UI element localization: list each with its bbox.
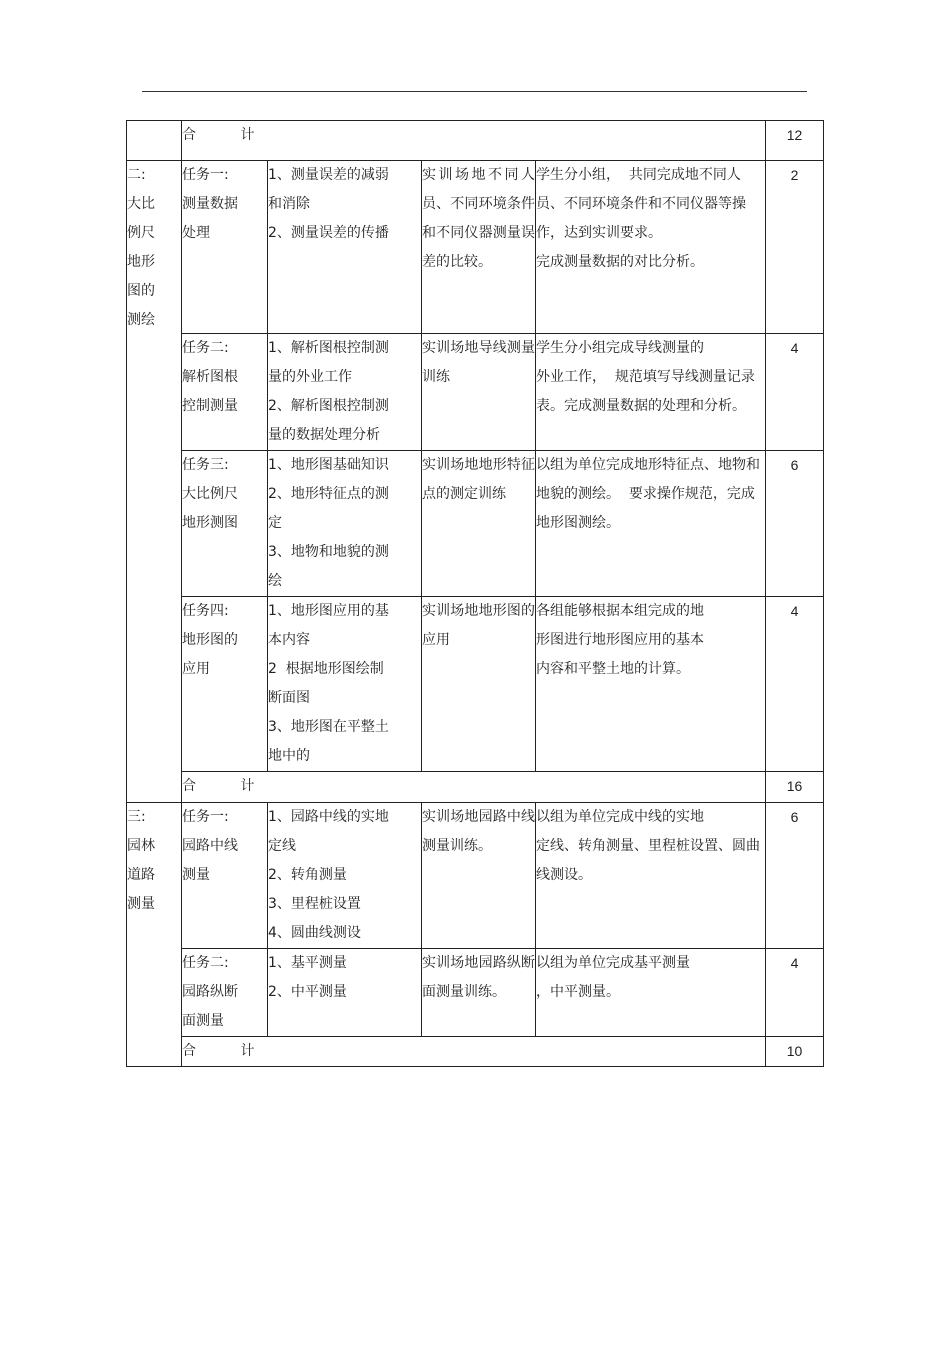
- total-hours: 12: [766, 121, 824, 161]
- task-content-text: 1、基平测量 2、中平测量: [268, 955, 347, 1000]
- task-hours: 6: [766, 451, 824, 597]
- task-name-text: 任务四: 地形图的 应用: [182, 603, 238, 677]
- task-name: [182, 451, 268, 597]
- task-name-text: 任务二: 园路纵断 面测量: [182, 955, 238, 1029]
- task-name: [182, 803, 268, 949]
- task-row: [127, 803, 824, 949]
- task-requirement-text: 以组为单位完成中线的实地 定线、转角测量、里程桩设置、圆曲线测设。: [536, 809, 760, 883]
- task-venue: 实训场地不同人员、不同环境条件和不同仪器测量误差的比较。: [422, 161, 536, 334]
- task-content-text: 1、解析图根控制测 量的外业工作 2、解析图根控制测 量的数据处理分析: [268, 340, 389, 443]
- task-hours: 2: [766, 161, 824, 334]
- unit-title: [127, 161, 182, 803]
- task-venue: 实训场地地形图的应用: [422, 597, 536, 772]
- total-label: 合 计: [182, 121, 766, 161]
- task-name: [182, 949, 268, 1037]
- task-venue: 实训场地地形特征点的测定训练: [422, 451, 536, 597]
- task-requirement-text: 各组能够根据本组完成的地 形图进行地形图应用的基本 内容和平整土地的计算。: [536, 603, 704, 677]
- task-name: [182, 161, 268, 334]
- task-name-text: 任务一: 测量数据 处理: [182, 167, 238, 241]
- task-venue: 实训场地园路中线测量训练。: [422, 803, 536, 949]
- task-content: [268, 597, 422, 772]
- total-row: [127, 1037, 824, 1067]
- header-rule: [142, 91, 807, 92]
- task-content-text: 1、园路中线的实地 定线 2、转角测量 3、里程桩设置 4、圆曲线测设: [268, 809, 389, 941]
- task-row: [127, 451, 824, 597]
- task-requirement: [536, 949, 766, 1037]
- task-row: [127, 597, 824, 772]
- task-requirement: [536, 451, 766, 597]
- task-hours: 4: [766, 334, 824, 451]
- task-name-text: 任务一: 园路中线 测量: [182, 809, 238, 883]
- unit-cell-empty: [127, 121, 182, 161]
- task-hours: 4: [766, 597, 824, 772]
- task-requirement-text: 学生分小组， 共同完成地不同人员、不同环境条件和不同仪器等操作，达到实训要求。 完成测量数据的对比分析。: [536, 167, 746, 270]
- total-label: 合 计: [182, 772, 766, 803]
- task-requirement-text: 以组为单位完成基平测量 ，中平测量。: [536, 955, 690, 1000]
- unit-title-text: 二: 大比 例尺 地形 图的 测绘: [127, 167, 155, 328]
- task-requirement-text: 以组为单位完成地形特征点、地物和地貌的测绘。 要求操作规范，完成地形图测绘。: [536, 457, 760, 531]
- task-content: [268, 451, 422, 597]
- total-row: [127, 772, 824, 803]
- task-venue: 实训场地导线测量训练: [422, 334, 536, 451]
- total-hours: 10: [766, 1037, 824, 1067]
- task-content-text: 1、地形图基础知识 2、地形特征点的测 定 3、地物和地貌的测 绘: [268, 457, 389, 589]
- task-requirement: [536, 803, 766, 949]
- unit-title: [127, 803, 182, 1067]
- task-requirement-text: 学生分小组完成导线测量的 外业工作， 规范填写导线测量记录表。完成测量数据的处理和分析。: [536, 340, 755, 414]
- task-row: [127, 334, 824, 451]
- task-name-text: 任务三: 大比例尺 地形测图: [182, 457, 238, 531]
- task-content-text: 1、测量误差的减弱 和消除 2、测量误差的传播: [268, 167, 389, 241]
- task-name-text: 任务二: 解析图根 控制测量: [182, 340, 238, 414]
- task-content-text: 1、地形图应用的基 本内容 2 根据地形图绘制 断面图 3、地形图在平整土 地中的: [268, 603, 389, 764]
- task-content: [268, 334, 422, 451]
- task-row: [127, 161, 824, 334]
- task-name: [182, 597, 268, 772]
- training-plan-table: [126, 120, 824, 1067]
- total-row: [127, 121, 824, 161]
- task-content: [268, 161, 422, 334]
- task-content: [268, 949, 422, 1037]
- task-requirement: [536, 597, 766, 772]
- task-hours: 4: [766, 949, 824, 1037]
- task-hours: 6: [766, 803, 824, 949]
- task-content: [268, 803, 422, 949]
- total-label: 合 计: [182, 1037, 766, 1067]
- task-venue: 实训场地园路纵断面测量训练。: [422, 949, 536, 1037]
- task-requirement: [536, 161, 766, 334]
- task-row: [127, 949, 824, 1037]
- task-requirement: [536, 334, 766, 451]
- unit-title-text: 三: 园林 道路 测量: [127, 809, 155, 912]
- total-hours: 16: [766, 772, 824, 803]
- task-name: [182, 334, 268, 451]
